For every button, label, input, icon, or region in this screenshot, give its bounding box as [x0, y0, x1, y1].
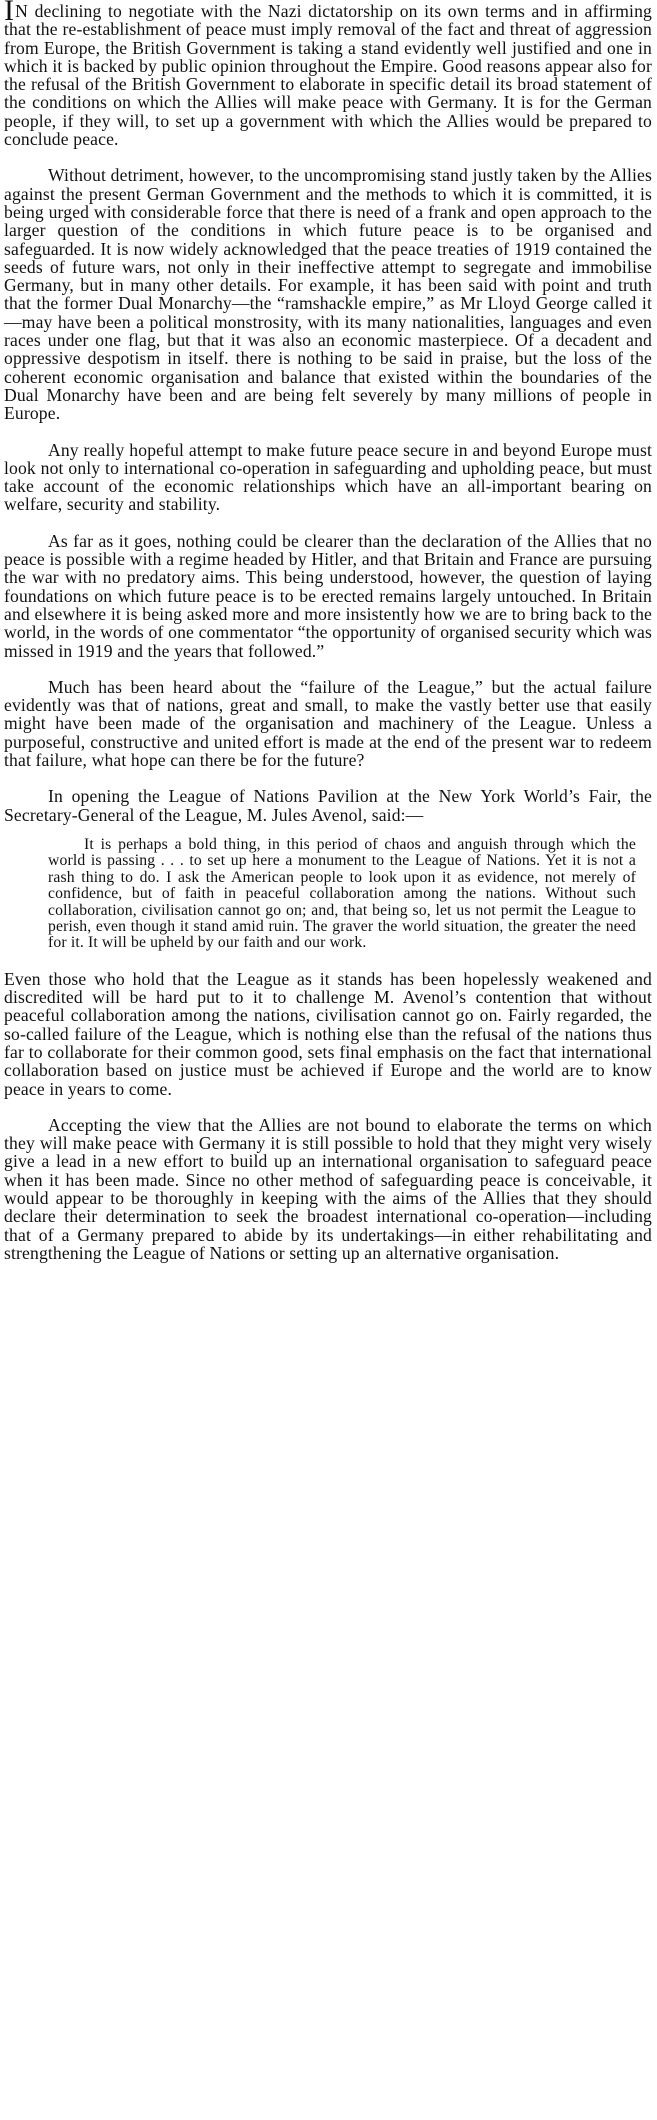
paragraph-1: [4, 2, 652, 148]
paragraph-8: Accepting the view that the Allies are not bound to elaborate the terms on which they will make peace with Germany it is still possible to hold that they might very wisely give a lead in a new effort to build up an international organisation to safeguard peace when it has been made. Since no other method of safeguarding peace is conceivable, it would appear to be thoroughly in keeping with the aims of the Allies that they should declare their determination to seek the broadest international co-operation—including that of a Germany prepared to abide by its undertakings—in either rehabilitating and strengthening the League of Nations or setting up an alternative organisation.: [4, 1114, 652, 1263]
paragraph-3: Any really hopeful attempt to make future peace secure in and beyond Europe must look not only to international co-operation in safeguarding and upholding peace, but must take account of the economic relationships which have an all-important bearing on welfare, security and stability.: [4, 439, 652, 515]
paragraph-2: Without detriment, however, to the uncompromising stand justly taken by the Allies against the present German Government and the methods to which it is committed, it is being urged with considerable force that there is need of a frank and open approach to the larger question of the conditions in which future peace is to be organised and safeguarded. It is now widely acknowledged that the peace treaties of 1919 contained the seeds of future wars, not only in their ineffective attempt to segregate and immobilise Germany, but in many other details. For example, it has been said with point and truth that the former Dual Monarchy—the “ramshackle empire,” as Mr Lloyd George called it—may have been a political monstrosity, with its many nationalities, languages and even races under one flag, but that it was also an economic masterpiece. Of a decadent and oppressive despotism in itself. there is nothing to be said in praise, but the loss of the coherent economic organisation and balance that existed within the boundaries of the Dual Monarchy have been and are being felt severely by many millions of people in Europe.: [4, 165, 652, 424]
paragraph-1-text: N declining to negotiate with the Nazi dictatorship on its own terms and in affirming that the re-establishment of peace must imply removal of the fact and threat of aggression from Europe, the British Government is taking a stand evidently well justified and one in which it is backed by public opinion throughout the Empire. Good reasons appear also for the refusal of the British Government to elaborate in specific detail its broad statement of the conditions on which the Allies will make peace with Germany. It is for the German people, if they will, to set up a government with which the Allies would be prepared to conclude peace.: [4, 1, 652, 150]
block-quote: It is perhaps a bold thing, in this period of chaos and anguish through which the world is passing . . . to set up here a monument to the League of Nations. Yet it is not a rash thing to do. I ask the American people to look upon it as evidence, not merely of confidence, but of faith in peaceful collaboration among the nations. Without such collaboration, civilisation cannot go on; and, that being so, let us not permit the League to perish, even though it stand amid ruin. The graver the world situation, the greater the need for it. It will be upheld by our faith and our work.: [48, 835, 636, 952]
paragraph-6: In opening the League of Nations Pavilion at the New York World’s Fair, the Secretary-General of the League, M. Jules Avenol, said:—: [4, 786, 652, 825]
paragraph-5: Much has been heard about the “failure of the League,” but the actual failure evidently was that of nations, great and small, to make the vastly better use that easily might have been made of the organisation and machinery of the League. Unless a purposeful, constructive and united effort is made at the end of the present war to redeem that failure, what hope can there be for the future?: [4, 676, 652, 770]
drop-cap: I: [4, 0, 15, 27]
paragraph-4: As far as it goes, nothing could be clearer than the declaration of the Allies that no peace is possible with a regime headed by Hitler, and that Britain and France are pursuing the war with no predatory aims. This being understood, however, the question of laying foundations on which future peace is to be erected remains largely untouched. In Britain and elsewhere it is being asked more and more insistently how we are to bring back to the world, in the words of one commentator “the opportunity of organised security which was missed in 1919 and the years that followed.”: [4, 530, 652, 661]
paragraph-7: Even those who hold that the League as it stands has been hopelessly weakened and discredited will be hard put to it to challenge M. Avenol’s contention that without peaceful collaboration among the nations, civilisation cannot go on. Fairly regarded, the so-called failure of the League, which is nothing else than the refusal of the nations thus far to collaborate for their common good, sets final emphasis on the fact that international collaboration based on justice must be achieved if Europe and the world are to know peace in years to come.: [4, 968, 652, 1099]
article-column: [4, 2, 652, 1262]
